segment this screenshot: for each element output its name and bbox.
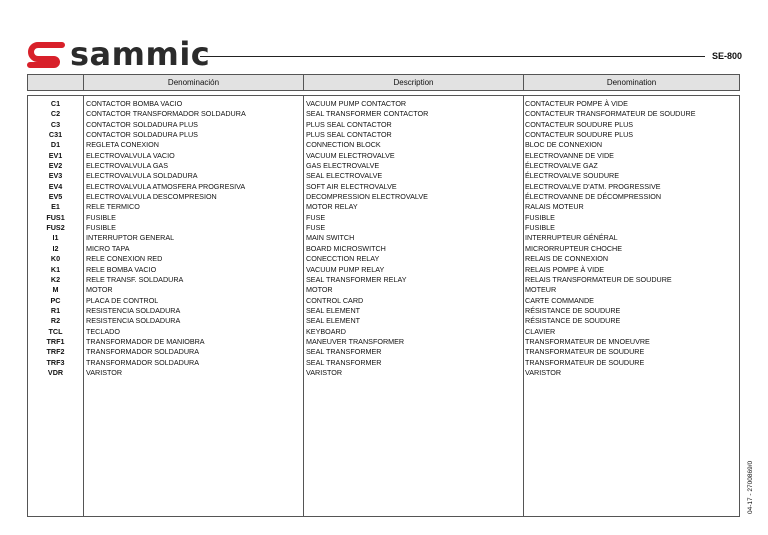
- spanish-name: RESISTENCIA SOLDADURA: [86, 316, 181, 326]
- french-name: CONTACTEUR SOUDURE PLUS: [525, 119, 634, 129]
- french-name: RÉSISTANCE DE SOUDURE: [525, 316, 621, 326]
- spanish-name: RELE TRANSF. SOLDADURA: [86, 274, 184, 284]
- table-row: [28, 171, 739, 181]
- french-name: INTERRUPTEUR GÉNÉRAL: [525, 233, 618, 243]
- french-name: ÉLECTROVALVE GAZ: [525, 161, 598, 171]
- table-row: [28, 337, 739, 347]
- english-description: SEAL TRANSFORMER: [306, 347, 382, 357]
- table-rows: [28, 99, 739, 378]
- component-code: TRF3: [46, 357, 65, 367]
- spanish-name: CONTACTOR TRANSFORMADOR SOLDADURA: [86, 109, 246, 119]
- component-code: FUS1: [46, 212, 65, 222]
- table-row: [28, 368, 739, 378]
- component-code: I1: [52, 233, 59, 243]
- document-reference: 04-17 - 2700869/0: [747, 460, 754, 514]
- spanish-name: ELECTROVALVULA SOLDADURA: [86, 171, 198, 181]
- component-code: TRF1: [46, 336, 65, 346]
- brand-name: sammic: [70, 35, 211, 73]
- french-name: FUSIBLE: [525, 212, 555, 222]
- english-description: PLUS SEAL CONTACTOR: [306, 130, 392, 140]
- french-name: RÉSISTANCE DE SOUDURE: [525, 305, 621, 315]
- spanish-name: TRANSFORMADOR SOLDADURA: [86, 357, 200, 367]
- spanish-name: MOTOR: [86, 285, 113, 295]
- table-row: [28, 358, 739, 368]
- table-row: [28, 285, 739, 295]
- table-row: [28, 244, 739, 254]
- english-description: SEAL TRANSFORMER RELAY: [306, 274, 407, 284]
- spanish-name: ELECTROVALVULA GAS: [86, 161, 169, 171]
- spanish-name: ELECTROVALVULA ATMOSFERA PROGRESIVA: [86, 181, 246, 191]
- table-row: [28, 306, 739, 316]
- table-row: [28, 192, 739, 202]
- spanish-name: ELECTROVALVULA VACIO: [86, 150, 175, 160]
- english-description: SEAL ELEMENT: [306, 316, 361, 326]
- component-code: C1: [50, 99, 61, 108]
- english-description: GAS ELECTROVALVE: [306, 161, 380, 171]
- spanish-name: CONTACTOR SOLDADURA PLUS: [86, 119, 198, 129]
- table-row: [28, 202, 739, 212]
- french-name: RELAIS DE CONNEXION: [525, 254, 609, 264]
- english-description: MAIN SWITCH: [306, 233, 355, 243]
- header-rule: [200, 56, 705, 57]
- table-row: [28, 254, 739, 264]
- column-header-spanish: Denominación: [167, 78, 220, 87]
- spanish-name: REGLETA CONEXION: [86, 140, 159, 150]
- sammic-logo-icon: [26, 40, 66, 70]
- english-description: VARISTOR: [306, 367, 343, 377]
- spanish-name: CONTACTOR BOMBA VACIO: [86, 99, 183, 108]
- english-description: CONECCTION RELAY: [306, 254, 380, 264]
- component-code: D1: [50, 140, 61, 150]
- spanish-name: CONTACTOR SOLDADURA PLUS: [86, 130, 198, 140]
- english-description: MANEUVER TRANSFORMER: [306, 336, 405, 346]
- column-header-french: Denomination: [606, 78, 657, 87]
- component-code: TCL: [48, 326, 63, 336]
- spanish-name: TECLADO: [86, 326, 120, 336]
- table-row: [28, 161, 739, 171]
- english-description: VACUUM ELECTROVALVE: [306, 150, 395, 160]
- english-description: VACUUM PUMP CONTACTOR: [306, 99, 407, 108]
- spanish-name: MICRO TAPA: [86, 243, 130, 253]
- component-code: K0: [50, 254, 61, 264]
- english-description: SEAL ELEMENT: [306, 305, 361, 315]
- spanish-name: RELE CONEXION RED: [86, 254, 163, 264]
- component-code: R1: [50, 305, 61, 315]
- component-code: R2: [50, 316, 61, 326]
- french-name: RELAIS TRANSFORMATEUR DE SOUDURE: [525, 274, 672, 284]
- table-row: [28, 347, 739, 357]
- french-name: CONTACTEUR TRANSFORMATEUR DE SOUDURE: [525, 109, 696, 119]
- table-row: [28, 223, 739, 233]
- components-table: [27, 95, 740, 517]
- component-code: E1: [51, 202, 60, 212]
- french-name: VARISTOR: [525, 367, 562, 377]
- french-name: FUSIBLE: [525, 223, 555, 233]
- table-row: [28, 316, 739, 326]
- spanish-name: FUSIBLE: [86, 212, 116, 222]
- english-description: SEAL ELECTROVALVE: [306, 171, 383, 181]
- table-row: [28, 182, 739, 192]
- table-row: [28, 99, 739, 109]
- column-header-bar: [27, 74, 740, 91]
- component-code: EV2: [48, 161, 63, 171]
- table-row: [28, 151, 739, 161]
- spanish-name: RESISTENCIA SOLDADURA: [86, 305, 181, 315]
- spanish-name: INTERRUPTOR GENERAL: [86, 233, 175, 243]
- french-name: MICRORRUPTEUR CHOCHE: [525, 243, 623, 253]
- component-code: K1: [50, 264, 61, 274]
- english-description: CONNECTION BLOCK: [306, 140, 381, 150]
- table-row: [28, 233, 739, 243]
- component-code: M: [52, 285, 59, 295]
- english-description: MOTOR RELAY: [306, 202, 358, 212]
- table-row: [28, 109, 739, 119]
- english-description: SOFT AIR ELECTROVALVE: [306, 181, 397, 191]
- french-name: CARTE COMMANDE: [525, 295, 594, 305]
- model-code: SE-800: [712, 51, 743, 61]
- table-row: [28, 120, 739, 130]
- component-code: C3: [50, 119, 61, 129]
- table-row: [28, 296, 739, 306]
- english-description: CONTROL CARD: [306, 295, 364, 305]
- spanish-name: TRANSFORMADOR DE MANIOBRA: [86, 336, 205, 346]
- component-code: I2: [52, 243, 59, 253]
- component-code: C31: [48, 130, 63, 140]
- spanish-name: ELECTROVALVULA DESCOMPRESION: [86, 192, 217, 202]
- component-code: FUS2: [46, 223, 65, 233]
- component-code: VDR: [47, 367, 64, 377]
- french-name: MOTEUR: [525, 285, 557, 295]
- english-description: DECOMPRESSION ELECTROVALVE: [306, 192, 428, 202]
- french-name: ÉLECTROVALVE SOUDURE: [525, 171, 619, 181]
- component-code: EV3: [48, 171, 63, 181]
- component-code: EV4: [48, 181, 63, 191]
- table-row: [28, 213, 739, 223]
- english-description: MOTOR: [306, 285, 333, 295]
- french-name: RALAIS MOTEUR: [525, 202, 584, 212]
- english-description: PLUS SEAL CONTACTOR: [306, 119, 392, 129]
- spanish-name: RELE TERMICO: [86, 202, 140, 212]
- component-code: EV5: [48, 192, 63, 202]
- table-row: [28, 265, 739, 275]
- spanish-name: PLACA DE CONTROL: [86, 295, 159, 305]
- spanish-name: FUSIBLE: [86, 223, 116, 233]
- english-description: KEYBOARD: [306, 326, 346, 336]
- english-description: SEAL TRANSFORMER: [306, 357, 382, 367]
- french-name: TRANSFORMATEUR DE SOUDURE: [525, 357, 645, 367]
- english-description: FUSE: [306, 212, 326, 222]
- table-row: [28, 275, 739, 285]
- french-name: CONTACTEUR POMPE À VIDE: [525, 99, 628, 108]
- table-row: [28, 327, 739, 337]
- component-code: TRF2: [46, 347, 65, 357]
- component-code: PC: [50, 295, 61, 305]
- english-description: FUSE: [306, 223, 326, 233]
- english-description: VACUUM PUMP RELAY: [306, 264, 385, 274]
- french-name: CLAVIER: [525, 326, 556, 336]
- component-code: EV1: [48, 150, 63, 160]
- french-name: ELECTROVALVE D'ATM. PROGRESSIVE: [525, 181, 661, 191]
- table-row: [28, 130, 739, 140]
- spanish-name: TRANSFORMADOR SOLDADURA: [86, 347, 200, 357]
- english-description: SEAL TRANSFORMER CONTACTOR: [306, 109, 429, 119]
- french-name: ELECTROVANNE DE VIDE: [525, 150, 614, 160]
- french-name: CONTACTEUR SOUDURE PLUS: [525, 130, 634, 140]
- component-code: C2: [50, 109, 61, 119]
- french-name: TRANSFORMATEUR DE MNOEUVRE: [525, 336, 650, 346]
- french-name: BLOC DE CONNEXION: [525, 140, 603, 150]
- spanish-name: VARISTOR: [86, 367, 123, 377]
- french-name: TRANSFORMATEUR DE SOUDURE: [525, 347, 645, 357]
- column-header-english: Description: [393, 78, 434, 87]
- french-name: RELAIS POMPE À VIDE: [525, 264, 605, 274]
- french-name: ÉLECTROVANNE DE DÉCOMPRESSION: [525, 192, 662, 202]
- english-description: BOARD MICROSWITCH: [306, 243, 386, 253]
- component-code: K2: [50, 274, 61, 284]
- table-row: [28, 140, 739, 150]
- spanish-name: RELE BOMBA VACIO: [86, 264, 157, 274]
